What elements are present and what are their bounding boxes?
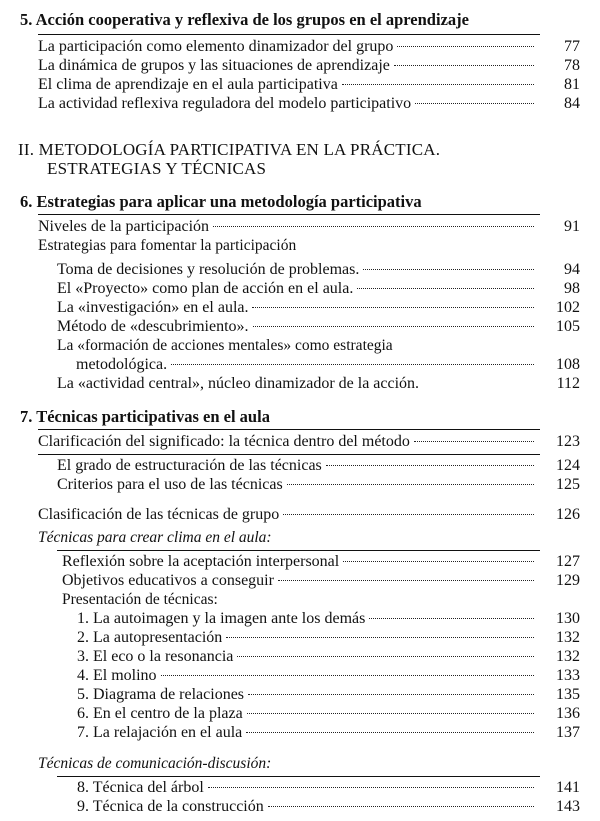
entry-page: 124 [556, 457, 580, 474]
entry-page: 132 [556, 629, 580, 646]
entry-title: El «Proyecto» como plan de acción en el aula. [57, 280, 354, 297]
chapter-6-rule [38, 214, 540, 215]
dot-leader [278, 580, 534, 581]
toc-entry [38, 38, 600, 56]
entry-page: 136 [556, 705, 580, 722]
entry-title: Reflexión sobre la aceptación interpersonal [62, 553, 340, 570]
toc-entry [57, 318, 600, 336]
chapter-7-heading: 7. Técnicas participativas en el aula [20, 407, 270, 426]
dot-leader [247, 713, 534, 714]
entry-page: 132 [556, 648, 580, 665]
entry-page: 98 [564, 280, 580, 297]
part-2-title-line-1: II. METODOLOGÍA PARTICIPATIVA EN LA PRÁCTICA. [18, 140, 441, 159]
dot-leader [246, 732, 534, 733]
entry-page: 125 [556, 476, 580, 493]
part-2-title-line-2: ESTRATEGIAS Y TÉCNICAS [47, 159, 267, 178]
entry-title: La actividad reflexiva reguladora del modelo participativo [38, 95, 412, 112]
toc-entry [57, 280, 600, 298]
chapter-7-heading-row [0, 407, 600, 427]
toc-entry [38, 76, 600, 94]
entry-page: 137 [556, 724, 580, 741]
entry-title: metodológica. [76, 356, 168, 373]
section-rule [57, 550, 540, 551]
entry-title: 5. Diagrama de relaciones [77, 686, 245, 703]
toc-entry [57, 299, 600, 317]
entry-page: 143 [556, 798, 580, 815]
entry-title: 1. La autoimagen y la imagen ante los demás [77, 610, 366, 627]
dot-leader [342, 84, 534, 85]
toc-entry [77, 686, 600, 704]
section-label-estrategias: Estrategias para fomentar la participación [38, 237, 297, 254]
entry-page: 141 [556, 779, 580, 796]
entry-page: 135 [556, 686, 580, 703]
entry-title: 3. El eco o la resonancia [77, 648, 234, 665]
dot-leader [237, 656, 534, 657]
entry-page: 129 [556, 572, 580, 589]
chapter-5-heading: 5. Acción cooperativa y reflexiva de los grupos en el aprendizaje [20, 10, 469, 29]
entry-page: 108 [556, 356, 580, 373]
entry-page: 84 [564, 95, 580, 112]
entry-page: 77 [564, 38, 580, 55]
entry-title: Niveles de la participación [38, 218, 210, 235]
dot-leader [287, 484, 534, 485]
dot-leader [363, 269, 534, 270]
entry-page: 126 [556, 506, 580, 523]
entry-title: Clarificación del significado: la técnica dentro del método [38, 433, 410, 450]
entry-title: 7. La relajación en el aula [77, 724, 243, 741]
entry-page: 91 [564, 218, 580, 235]
toc-entry [62, 572, 600, 590]
dot-leader [161, 675, 534, 676]
dot-leader [369, 618, 534, 619]
dot-leader [171, 364, 534, 365]
dot-leader [213, 226, 534, 227]
entry-page: 78 [564, 57, 580, 74]
chapter-6-heading: 6. Estrategias para aplicar una metodología participativa [20, 192, 422, 211]
dot-leader [415, 103, 534, 104]
dot-leader [397, 46, 534, 47]
toc-entry [57, 375, 600, 393]
entry-title: Objetivos educativos a conseguir [62, 572, 274, 589]
entry-title: Criterios para el uso de las técnicas [57, 476, 283, 493]
entry-page: 102 [556, 299, 580, 316]
toc-entry [76, 356, 600, 374]
chapter-7-rule [38, 429, 540, 430]
entry-title: 2. La autopresentación [77, 629, 223, 646]
entry-page: 130 [556, 610, 580, 627]
entry-title: El clima de aprendizaje en el aula participativa [38, 76, 338, 93]
chapter-5-rule [38, 34, 540, 35]
toc-entry [77, 798, 600, 816]
dot-leader [248, 694, 534, 695]
toc-entry [62, 553, 600, 571]
toc-entry [77, 610, 600, 628]
dot-leader [252, 307, 534, 308]
chapter-5-heading-row [0, 10, 600, 30]
toc-entry [77, 629, 600, 647]
toc-entry [57, 457, 600, 475]
entry-page: 81 [564, 76, 580, 93]
entry-page: 112 [556, 375, 580, 392]
entry-page: 105 [556, 318, 580, 335]
dot-leader [326, 465, 534, 466]
toc-entry [77, 779, 600, 797]
dot-leader [268, 806, 534, 807]
dot-leader [357, 288, 534, 289]
dot-leader [394, 65, 534, 66]
chapter-6-heading-row [0, 192, 600, 212]
toc-entry [38, 95, 600, 113]
toc-entry [38, 433, 600, 451]
entry-title-formacion-line-1: La «formación de acciones mentales» como estrategia [57, 337, 393, 354]
entry-title: 8. Técnica del árbol [77, 779, 204, 796]
subsection-heading-clima: Técnicas para crear clima en el aula: [38, 529, 272, 546]
entry-page: 123 [556, 433, 580, 450]
subsection-heading-comunicacion: Técnicas de comunicación-discusión: [38, 755, 272, 772]
section-label-presentacion: Presentación de técnicas: [62, 591, 218, 608]
dot-leader [343, 561, 534, 562]
dot-leader [253, 326, 534, 327]
entry-title: La «investigación» en el aula. [57, 299, 249, 316]
toc-entry [57, 476, 600, 494]
entry-title: Método de «descubrimiento». [57, 318, 249, 335]
dot-leader [283, 514, 534, 515]
toc-entry [38, 57, 600, 75]
toc-entry [38, 218, 600, 236]
dot-leader [226, 637, 534, 638]
dot-leader [208, 787, 534, 788]
entry-page: 133 [556, 667, 580, 684]
entry-page: 94 [564, 261, 580, 278]
section-rule [38, 454, 540, 455]
entry-title: Clasificación de las técnicas de grupo [38, 506, 280, 523]
entry-title: 9. Técnica de la construcción [77, 798, 264, 815]
toc-entry [38, 506, 600, 524]
toc-entry [77, 667, 600, 685]
entry-page: 127 [556, 553, 580, 570]
dot-leader [414, 441, 534, 442]
entry-title: La participación como elemento dinamizador del grupo [38, 38, 394, 55]
toc-entry [77, 705, 600, 723]
toc-entry [77, 724, 600, 742]
entry-title: La «actividad central», núcleo dinamizador de la acción. [57, 375, 420, 392]
section-rule [57, 776, 540, 777]
entry-title: El grado de estructuración de las técnicas [57, 457, 322, 474]
entry-title: Toma de decisiones y resolución de problemas. [57, 261, 360, 278]
toc-entry [77, 648, 600, 666]
toc-entry [57, 261, 600, 279]
entry-title: La dinámica de grupos y las situaciones de aprendizaje [38, 57, 390, 74]
entry-title: 4. El molino [77, 667, 157, 684]
entry-title: 6. En el centro de la plaza [77, 705, 243, 722]
